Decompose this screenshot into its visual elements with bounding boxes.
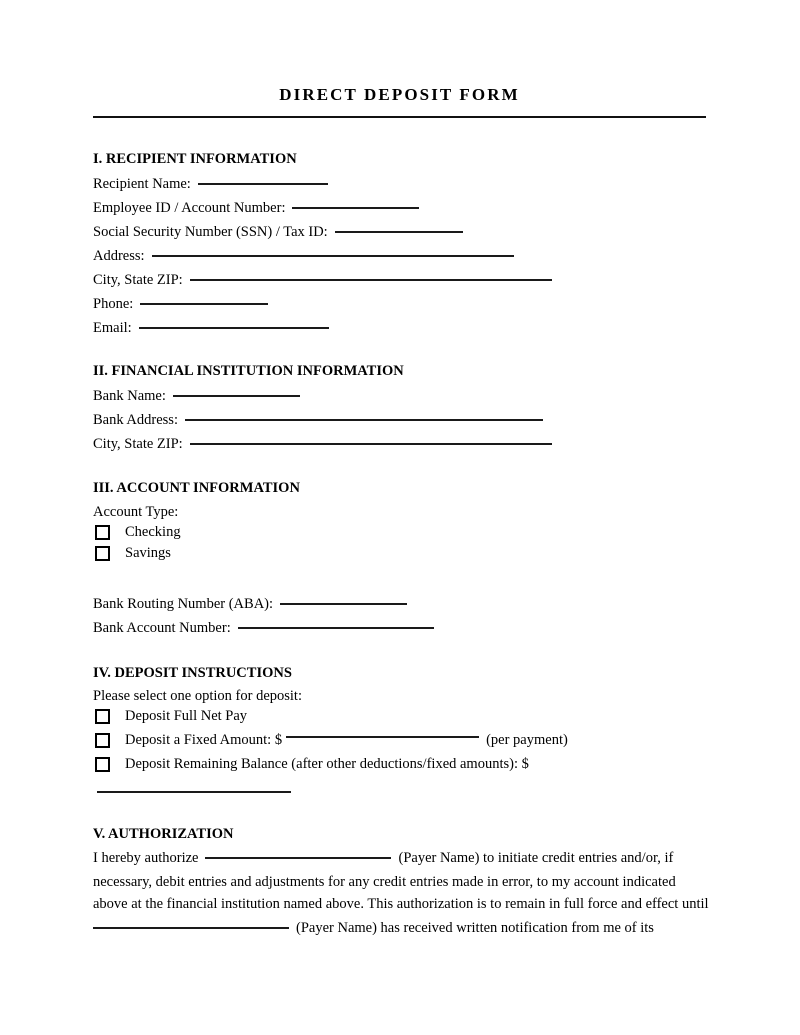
bank-city-state-zip-input-line[interactable] xyxy=(190,443,552,445)
city-state-zip-input-line[interactable] xyxy=(190,279,552,281)
field-bank-address xyxy=(93,411,550,429)
field-label: Bank Account Number: xyxy=(93,620,231,636)
field-bank-account-number xyxy=(93,619,441,637)
section-heading-recipient-information: I. RECIPIENT INFORMATION xyxy=(93,151,297,167)
field-label: Bank Name: xyxy=(93,388,166,404)
authorization-paragraph-line-2: necessary, debit entries and adjustments for any credit entries made in error, to my account indicated xyxy=(93,874,676,890)
checkbox-label: Savings xyxy=(125,545,171,561)
field-phone xyxy=(93,295,275,313)
deposit-option-full-net-pay[interactable] xyxy=(95,707,247,725)
deposit-option-remaining-balance[interactable] xyxy=(95,755,529,773)
field-label: Phone: xyxy=(93,296,134,312)
field-label: Bank Routing Number (ABA): xyxy=(93,596,274,612)
bank-routing-number-input-line[interactable] xyxy=(280,603,407,605)
checkbox-deposit-remaining-balance[interactable] xyxy=(95,757,110,772)
bank-account-number-input-line[interactable] xyxy=(238,627,434,629)
checkbox-label: Deposit Remaining Balance (after other deductions/fixed amounts): $ xyxy=(125,756,529,772)
field-city-state-zip xyxy=(93,271,559,289)
field-label: Address: xyxy=(93,248,145,264)
field-address xyxy=(93,247,521,265)
field-label: Social Security Number (SSN) / Tax ID: xyxy=(93,224,328,240)
checkbox-label: Deposit a Fixed Amount: $ xyxy=(125,732,283,748)
field-bank-name xyxy=(93,387,307,405)
field-recipient-name xyxy=(93,175,335,193)
checkbox-checking[interactable] xyxy=(95,525,110,540)
authorization-paragraph-line-3: above at the financial institution named above. This authorization is to remain in full force and effect until xyxy=(93,896,709,912)
field-label: Employee ID / Account Number: xyxy=(93,200,286,216)
bank-name-input-line[interactable] xyxy=(173,395,300,397)
field-ssn-tax-id xyxy=(93,223,470,241)
deposit-instruction-text: Please select one option for deposit: xyxy=(93,688,302,704)
checkbox-savings[interactable] xyxy=(95,546,110,561)
recipient-name-input-line[interactable] xyxy=(198,183,328,185)
bank-address-input-line[interactable] xyxy=(185,419,543,421)
account-type-option-checking[interactable] xyxy=(95,523,181,541)
field-label: Recipient Name: xyxy=(93,176,191,192)
payer-name-input-line-1[interactable] xyxy=(205,857,391,859)
field-bank-routing-number xyxy=(93,595,414,613)
ssn-tax-id-input-line[interactable] xyxy=(335,231,463,233)
field-employee-id xyxy=(93,199,426,217)
deposit-option-fixed-amount[interactable] xyxy=(95,731,568,749)
authorization-paragraph-line-1 xyxy=(93,849,673,867)
employee-id-input-line[interactable] xyxy=(292,207,419,209)
account-type-option-savings[interactable] xyxy=(95,544,171,562)
checkbox-label: Deposit Full Net Pay xyxy=(125,708,248,724)
section-heading-account-information: III. ACCOUNT INFORMATION xyxy=(93,480,300,496)
field-email xyxy=(93,319,336,337)
section-heading-financial-institution-information: II. FINANCIAL INSTITUTION INFORMATION xyxy=(93,363,404,379)
payer-name-input-line-2[interactable] xyxy=(93,927,289,929)
fixed-amount-trailing-note: (per payment) xyxy=(486,732,568,748)
account-type-label: Account Type: xyxy=(93,504,179,520)
field-label: Bank Address: xyxy=(93,412,178,428)
email-input-line[interactable] xyxy=(139,327,329,329)
authorization-paragraph-line-4 xyxy=(93,919,654,937)
authorization-text-before-payer: I hereby authorize xyxy=(93,850,199,866)
title-divider xyxy=(93,116,706,118)
remaining-balance-input-line[interactable] xyxy=(97,791,291,793)
fixed-amount-input-line[interactable] xyxy=(286,736,479,738)
checkbox-deposit-full-net-pay[interactable] xyxy=(95,709,110,724)
section-heading-deposit-instructions: IV. DEPOSIT INSTRUCTIONS xyxy=(93,665,292,681)
authorization-text-line-4: (Payer Name) has received written notification from me of its xyxy=(296,920,654,936)
field-bank-city-state-zip xyxy=(93,435,559,453)
checkbox-deposit-fixed-amount[interactable] xyxy=(95,733,110,748)
checkbox-label: Checking xyxy=(125,524,181,540)
field-label: Email: xyxy=(93,320,132,336)
authorization-text-after-payer: (Payer Name) to initiate credit entries and/or, if xyxy=(398,850,674,866)
section-heading-authorization: V. AUTHORIZATION xyxy=(93,826,234,842)
address-input-line[interactable] xyxy=(152,255,514,257)
phone-input-line[interactable] xyxy=(140,303,268,305)
field-label: City, State ZIP: xyxy=(93,272,183,288)
page-title: DIRECT DEPOSIT FORM xyxy=(279,85,520,104)
field-label: City, State ZIP: xyxy=(93,436,183,452)
